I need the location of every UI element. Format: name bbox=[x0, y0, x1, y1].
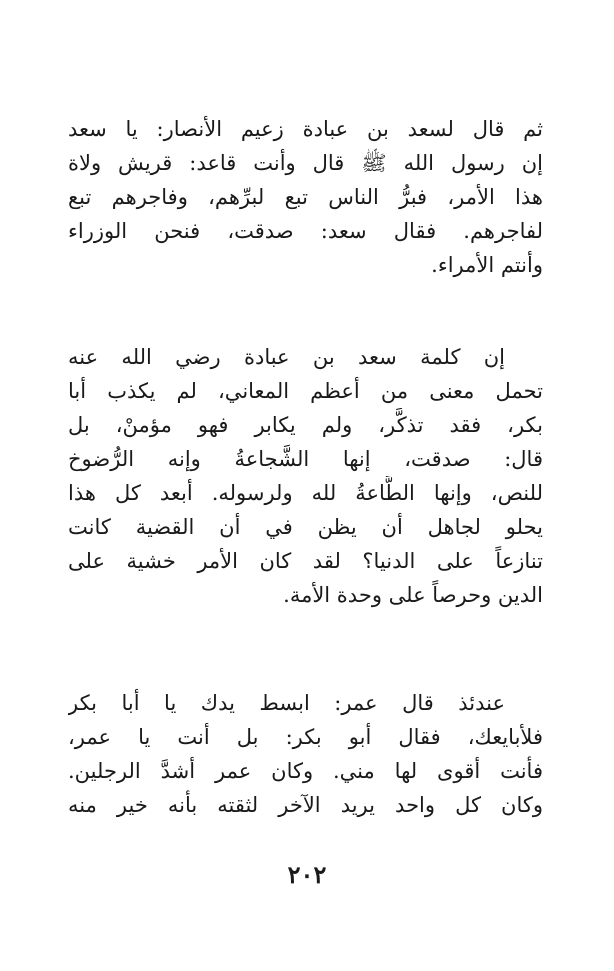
page-number: ٢٠٢ bbox=[287, 860, 327, 889]
paragraph-umar-abu-bakr bbox=[68, 686, 543, 822]
text-line: بكر، فقد تذكَّر، ولم يكابر فهو مؤمنْ، بل bbox=[68, 413, 543, 437]
text-line: فأنت أقوى لها مني. وكان عمر أشدَّ الرجلين. bbox=[68, 759, 543, 783]
text-line: وكان كل واحد يريد الآخر لثقته بأنه خير منه bbox=[68, 793, 543, 817]
text-line: إن كلمة سعد بن عبادة رضي الله عنه bbox=[68, 345, 505, 369]
text-line: وأنتم الأمراء. bbox=[431, 253, 543, 277]
paragraph-1 bbox=[68, 112, 543, 282]
text-line: الدين وحرصاً على وحدة الأمة. bbox=[283, 583, 543, 607]
text-line: هذا الأمر، فبرُّ الناس تبع لبرِّهم، وفاجرهم تبع bbox=[68, 185, 543, 209]
text-line: قال: صدقت، إنها الشَّجاعةُ وإنه الرُّضوخ bbox=[68, 447, 543, 471]
paragraph-saad-ibn-ubada-quote bbox=[68, 112, 543, 282]
paragraph-3 bbox=[68, 686, 543, 822]
paragraph-2 bbox=[68, 340, 543, 612]
text-line: لفاجرهم. فقال سعد: صدقت، فنحن الوزراء bbox=[68, 219, 543, 243]
text-line: عندئذ قال عمر: ابسط يدك يا أبا بكر bbox=[68, 691, 505, 715]
text-line: يحلو لجاهل أن يظن في أن القضية كانت bbox=[68, 515, 543, 539]
text-line: للنص، وإنها الطَّاعةُ لله ولرسوله. أبعد كل هذا bbox=[68, 481, 543, 505]
text-line: إن رسول الله ﷺ قال وأنت قاعد: قريش ولاة bbox=[68, 151, 543, 175]
text-line: ثم قال لسعد بن عبادة زعيم الأنصار: يا سعد bbox=[68, 117, 543, 141]
text-line: فلأبايعك، فقال أبو بكر: بل أنت يا عمر، bbox=[68, 725, 543, 749]
paragraph-commentary bbox=[68, 340, 543, 612]
text-line: تنازعاً على الدنيا؟ لقد كان الأمر خشية على bbox=[68, 549, 543, 573]
text-line: تحمل معنى من أعظم المعاني، لم يكذب أبا bbox=[68, 379, 543, 403]
